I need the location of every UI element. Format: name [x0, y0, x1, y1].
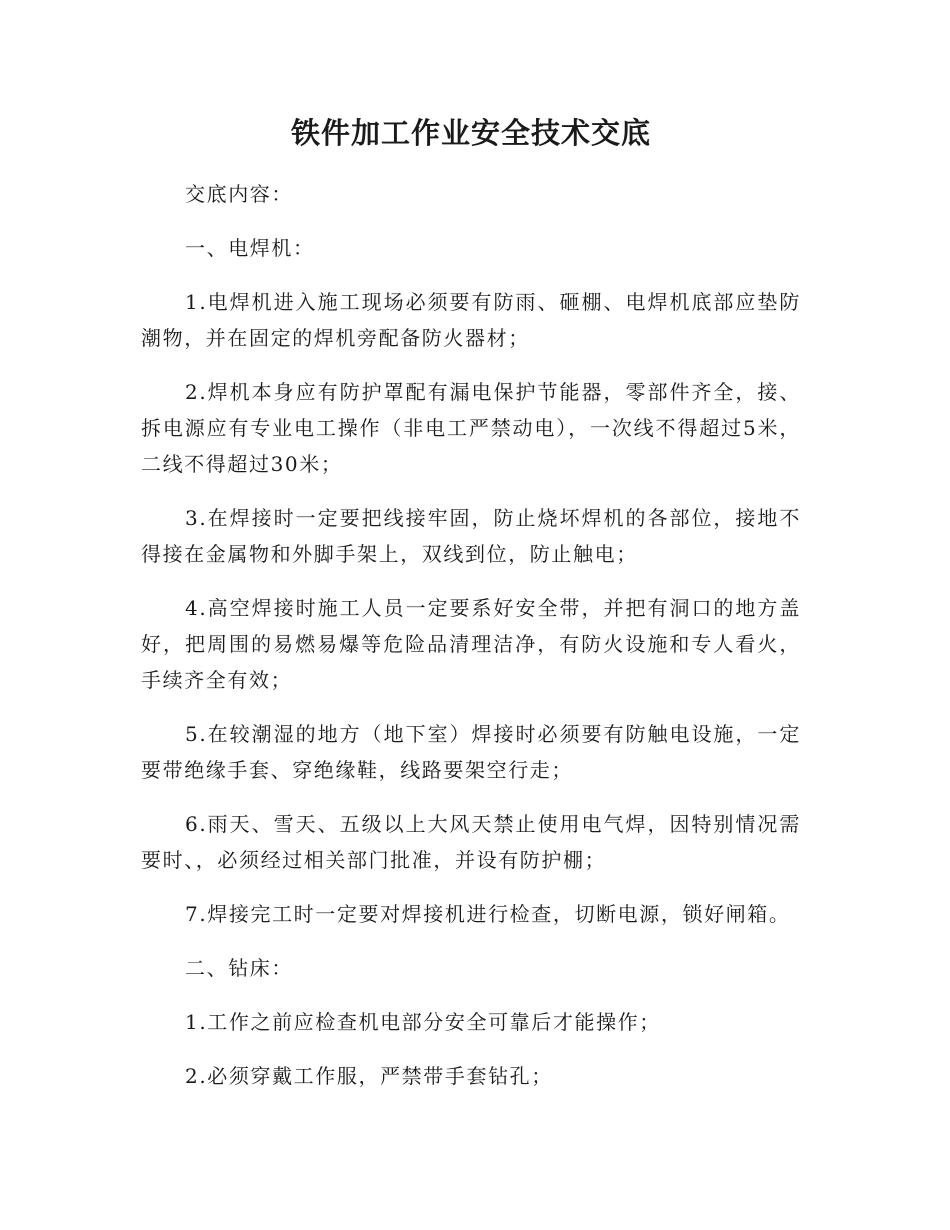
- welder-rule-6: 6.雨天、雪天、五级以上大风天禁止使用电气焊，因特别情况需要时、，必须经过相关部门批准，并设有防护棚；: [141, 812, 801, 872]
- section-heading-welder: 一、电焊机：: [185, 236, 315, 260]
- section-heading-drill: 二、钻床：: [185, 956, 293, 980]
- welder-rule-2: 2.焊机本身应有防护罩配有漏电保护节能器，零部件齐全，接、拆电源应有专业电工操作（非电工严禁动电），一次线不得超过5米，二线不得超过30米；: [141, 380, 801, 476]
- welder-rule-5: 5.在较潮湿的地方（地下室）焊接时必须要有防触电设施，一定要带绝缘手套、穿绝缘鞋，线路要架空行走；: [141, 722, 801, 782]
- welder-rule-1: 1.电焊机进入施工现场必须要有防雨、砸棚、电焊机底部应垫防潮物，并在固定的焊机旁配备防火器材；: [141, 290, 801, 350]
- welder-rule-3: 3.在焊接时一定要把线接牢固，防止烧坏焊机的各部位，接地不得接在金属物和外脚手架上，双线到位，防止触电；: [141, 506, 801, 566]
- welder-rule-7: 7.焊接完工时一定要对焊接机进行检查，切断电源，锁好闸箱。: [185, 902, 791, 926]
- welder-rule-4: 4.高空焊接时施工人员一定要系好安全带，并把有洞口的地方盖好，把周围的易燃易爆等危险品清理洁净，有防火设施和专人看火，手续齐全有效；: [141, 596, 801, 692]
- intro-label: 交底内容：: [185, 182, 293, 206]
- document-page: [141, 108, 801, 1112]
- drill-rule-1: 1.工作之前应检查机电部分安全可靠后才能操作；: [185, 1010, 661, 1034]
- drill-rule-2: 2.必须穿戴工作服，严禁带手套钻孔；: [185, 1064, 553, 1088]
- document-title: 铁件加工作业安全技术交底: [290, 116, 651, 150]
